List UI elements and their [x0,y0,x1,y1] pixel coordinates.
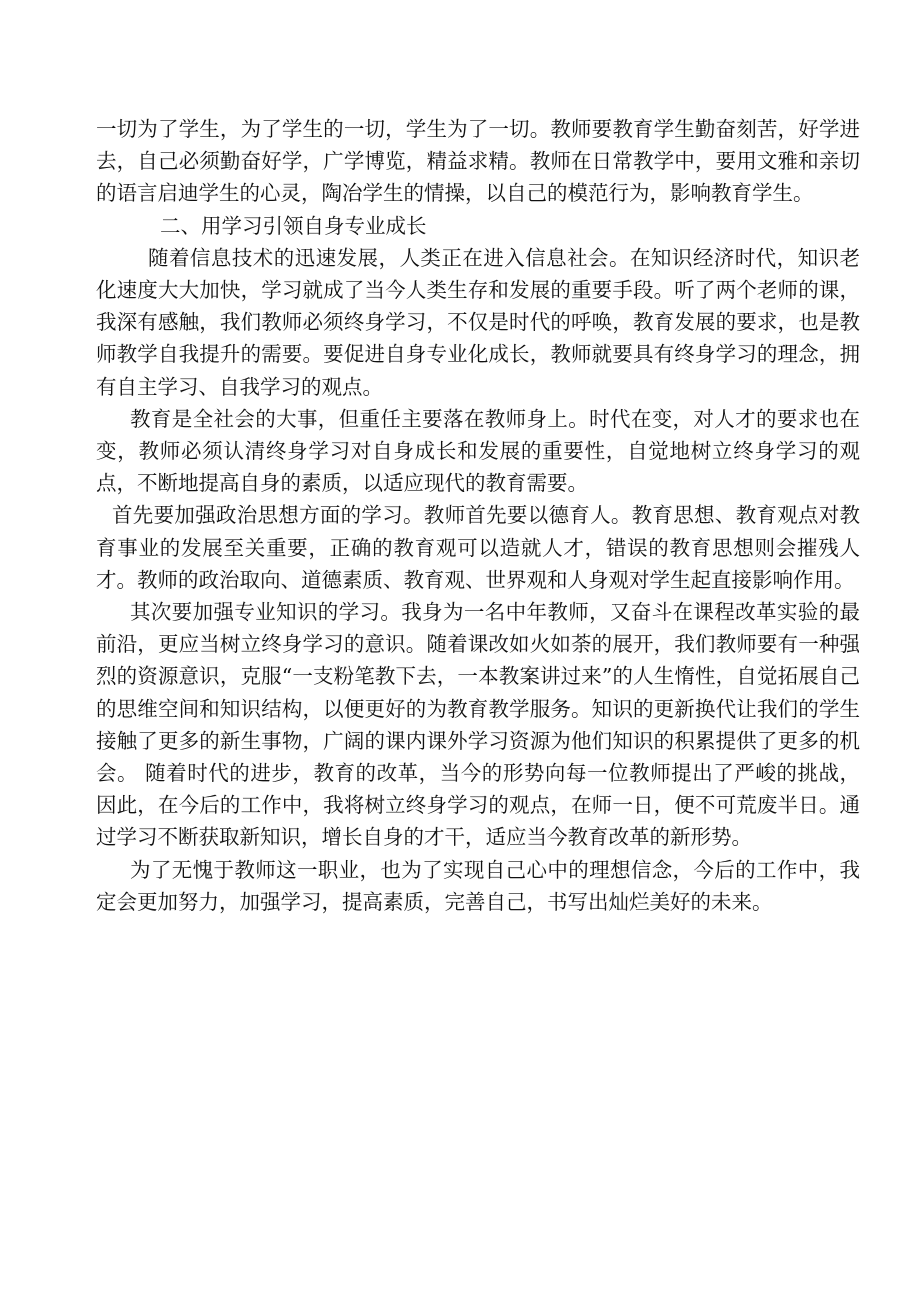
paragraph-intro: 一切为了学生，为了学生的一切，学生为了一切。教师要教育学生勤奋刻苦，好学进去，自己必须勤奋好学，广学博览，精益求精。教师在日常教学中，要用文雅和亲切的语言启迪学生的心灵，陶冶学生的情操，以自己的模范行为，影响教育学生。 [96,117,860,206]
paragraph-professional-study: 其次要加强专业知识的学习。我身为一名中年教师，又奋斗在课程改革实验的最前沿，更应当树立终身学习的意识。随着课改如火如荼的展开，我们教师要有一种强烈的资源意识，克服“一支粉笔教下去，一本教案讲过来”的人生惰性，自觉拓展自己的思维空间和知识结构，以便更好的为教育教学服务。知识的更新换代让我们的学生接触了更多的新生事物，广阔的课内课外学习资源为他们知识的积累提供了更多的机会。 随着时代的进步，教育的改革，当今的形势向每一位教师提出了严峻的挑战，因此，在今后的工作中，我将树立终身学习的观点，在师一日，便不可荒废半日。通过学习不断获取新知识，增长自身的才干，适应当今教育改革的新形势。 [96,600,860,850]
paragraph-lifelong-learning: 教育是全社会的大事，但重任主要落在教师身上。时代在变，对人才的要求也在变，教师必须认清终身学习对自身成长和发展的重要性，自觉地树立终身学习的观点，不断地提高自身的素质，以适应现代的教育需要。 [96,406,860,496]
paragraph-conclusion: 为了无愧于教师这一职业，也为了实现自己心中的理想信念，今后的工作中，我定会更加努力，加强学习，提高素质，完善自己，书写出灿烂美好的未来。 [96,857,860,914]
paragraph-political-study: 首先要加强政治思想方面的学习。教师首先要以德育人。教育思想、教育观点对教育事业的发展至关重要，正确的教育观可以造就人才，错误的教育思想则会摧残人才。教师的政治取向、道德素质、教育观、世界观和人身观对学生起直接影响作用。 [96,503,860,592]
paragraph-information-society: 随着信息技术的迅速发展，人类正在进入信息社会。在知识经济时代，知识老化速度大大加快，学习就成了当今人类生存和发展的重要手段。听了两个老师的课，我深有感触，我们教师必须终身学习，不仅是时代的呼唤，教育发展的要求，也是教师教学自我提升的需要。要促进自身专业化成长，教师就要具有终身学习的理念，拥有自主学习、自我学习的观点。 [96,245,860,399]
document-page [96,113,860,918]
section-heading: 二、用学习引领自身专业成长 [160,213,427,238]
